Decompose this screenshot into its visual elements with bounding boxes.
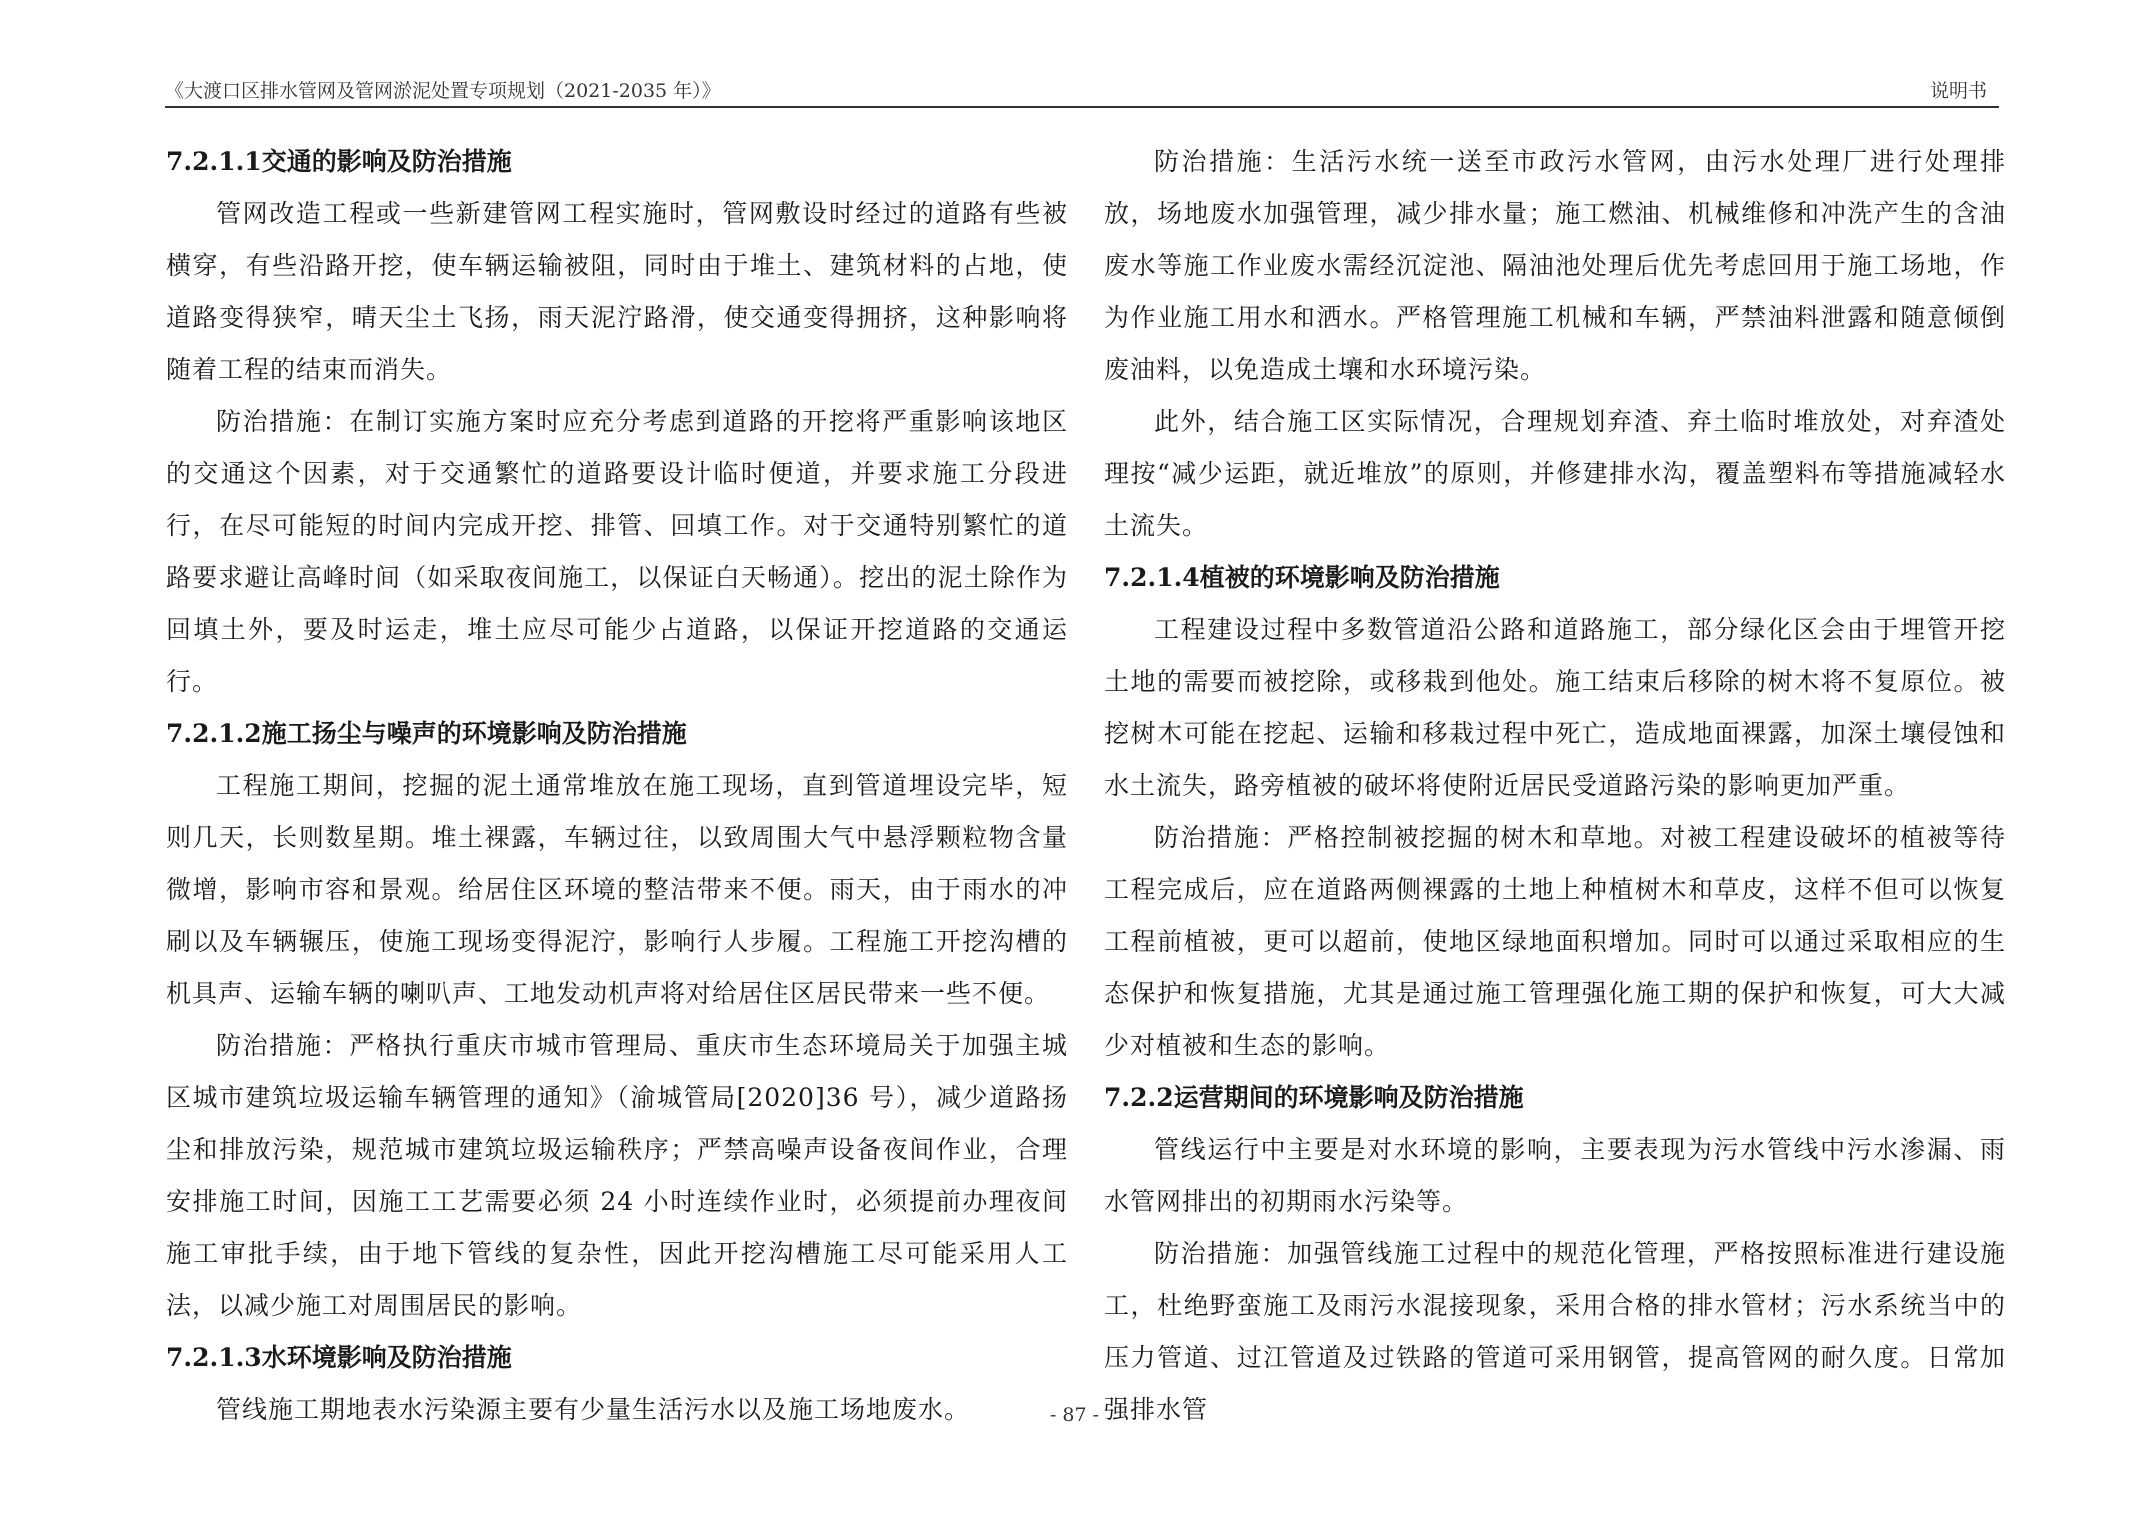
paragraph-operation-impact: 管线运行中主要是对水环境的影响，主要表现为污水管线中污水渗漏、雨水管网排出的初期雨水污染等。 bbox=[1104, 1135, 2006, 1216]
paragraph-spoil-handling: 此外，结合施工区实际情况，合理规划弃渣、弃土临时堆放处，对弃渣处理按“减少运距，就近堆放”的原则，并修建排水沟，覆盖塑料布等措施减轻水土流失。 bbox=[1104, 407, 2006, 540]
document-type: 说明书 bbox=[1929, 80, 1987, 102]
section-heading-7-2-1-3: 7.2.1.3水环境影响及防治措施 bbox=[166, 1343, 512, 1372]
left-column bbox=[166, 136, 1068, 1436]
page-header bbox=[165, 72, 1999, 108]
section-heading-7-2-1-1: 7.2.1.1交通的影响及防治措施 bbox=[166, 147, 512, 176]
paragraph-vegetation-measures: 防治措施：严格控制被挖掘的树木和草地。对被工程建设破坏的植被等待工程完成后，应在道路两侧裸露的土地上种植树木和草皮，这样不但可以恢复工程前植被，更可以超前，使地区绿地面积增加。同时可以通过采取相应的生态保护和恢复措施，尤其是通过施工管理强化施工期的保护和恢复，可大大减少对植被和生态的影响。 bbox=[1104, 823, 2006, 1060]
paragraph-dust-noise-measures: 防治措施：严格执行重庆市城市管理局、重庆市生态环境局关于加强主城区城市建筑垃圾运输车辆管理的通知》（渝城管局[2020]36 号），减少道路扬尘和排放污染，规范城市建筑垃圾运输秩序；严禁高噪声设备夜间作业，合理安排施工时间，因施工工艺需要必须 24 小时连续作业时，必须提前办理夜间施工审批手续，由于地下管线的复杂性，因此开挖沟槽施工尽可能采用人工法，以减少施工对周围居民的影响。 bbox=[166, 1031, 1068, 1320]
paragraph-water-impact: 管线施工期地表水污染源主要有少量生活污水以及施工场地废水。 bbox=[216, 1395, 971, 1424]
paragraph-vegetation-impact: 工程建设过程中多数管道沿公路和道路施工，部分绿化区会由于埋管开挖土地的需要而被挖除，或移栽到他处。施工结束后移除的树木将不复原位。被挖树木可能在挖起、运输和移栽过程中死亡，造成地面裸露，加深土壤侵蚀和水土流失，路旁植被的破坏将使附近居民受道路污染的影响更加严重。 bbox=[1104, 615, 2006, 800]
paragraph-traffic-impact: 管网改造工程或一些新建管网工程实施时，管网敷设时经过的道路有些被横穿，有些沿路开挖，使车辆运输被阻，同时由于堆土、建筑材料的占地，使道路变得狭窄，晴天尘土飞扬，雨天泥泞路滑，使交通变得拥挤，这种影响将随着工程的结束而消失。 bbox=[166, 199, 1068, 384]
paragraph-traffic-measures: 防治措施：在制订实施方案时应充分考虑到道路的开挖将严重影响该地区的交通这个因素，对于交通繁忙的道路要设计临时便道，并要求施工分段进行，在尽可能短的时间内完成开挖、排管、回填工作。对于交通特别繁忙的道路要求避让高峰时间（如采取夜间施工，以保证白天畅通）。挖出的泥土除作为回填土外，要及时运走，堆土应尽可能少占道路，以保证开挖道路的交通运行。 bbox=[166, 407, 1068, 696]
document-title: 《大渡口区排水管网及管网淤泥处置专项规划（2021-2035 年）》 bbox=[165, 80, 721, 102]
right-column bbox=[1104, 136, 2006, 1436]
section-heading-7-2-2: 7.2.2运营期间的环境影响及防治措施 bbox=[1104, 1083, 1524, 1112]
page-number: - 87 - bbox=[1049, 1404, 1100, 1426]
paragraph-water-measures: 防治措施：生活污水统一送至市政污水管网，由污水处理厂进行处理排放，场地废水加强管理，减少排水量；施工燃油、机械维修和冲洗产生的含油废水等施工作业废水需经沉淀池、隔油池处理后优先考虑回用于施工场地，作为作业施工用水和洒水。严格管理施工机械和车辆，严禁油料泄露和随意倾倒废油料，以免造成土壤和水环境污染。 bbox=[1104, 147, 2006, 384]
section-heading-7-2-1-2: 7.2.1.2施工扬尘与噪声的环境影响及防治措施 bbox=[166, 719, 687, 748]
paragraph-dust-noise-impact: 工程施工期间，挖掘的泥土通常堆放在施工现场，直到管道埋设完毕，短则几天，长则数星期。堆土裸露，车辆过往，以致周围大气中悬浮颗粒物含量微增，影响市容和景观。给居住区环境的整洁带来不便。雨天，由于雨水的冲刷以及车辆辗压，使施工现场变得泥泞，影响行人步履。工程施工开挖沟槽的机具声、运输车辆的喇叭声、工地发动机声将对给居住区居民带来一些不便。 bbox=[166, 771, 1068, 1008]
section-heading-7-2-1-4: 7.2.1.4植被的环境影响及防治措施 bbox=[1104, 563, 1500, 592]
paragraph-operation-measures: 防治措施：加强管线施工过程中的规范化管理，严格按照标准进行建设施工，杜绝野蛮施工及雨污水混接现象，采用合格的排水管材；污水系统当中的压力管道、过江管道及过铁路的管道可采用钢管，提高管网的耐久度。日常加强排水管 bbox=[1104, 1239, 2006, 1424]
